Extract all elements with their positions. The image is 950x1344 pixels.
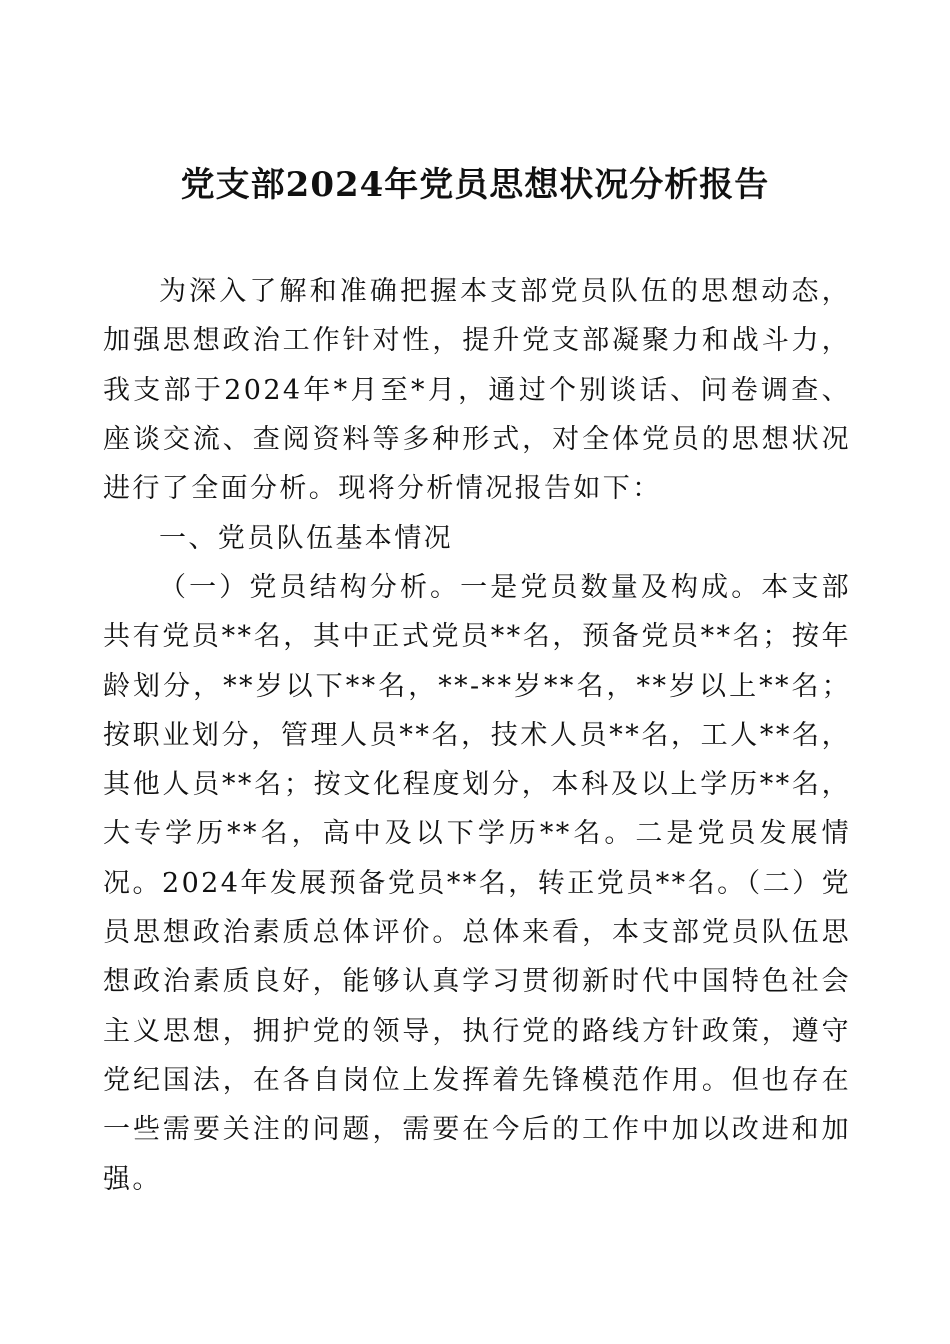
document-title: 党支部2024年党员思想状况分析报告: [180, 165, 770, 205]
section-heading-1: 一、党员队伍基本情况: [159, 523, 453, 554]
section-1-paragraph: （一）党员结构分析。一是党员数量及构成。本支部共有党员**名，其中正式党员**名，预备党员**名；按年龄划分，**岁以下**名，**-**岁**名，**岁以上**名；按职业划分，管理人员**名，技术人员**名，工人**名，其他人员**名；按文化程度划分，本科及以上学历**名，大专学历**名，高中及以下学历**名。二是党员发展情况。2024年发展预备党员**名，转正党员**名。（二）党员思想政治素质总体评价。总体来看，本支部党员队伍思想政治素质良好，能够认真学习贯彻新时代中国特色社会主义思想，拥护党的领导，执行党的路线方针政策，遵守党纪国法，在各自岗位上发挥着先锋模范作用。但也存在一些需要关注的问题，需要在今后的工作中加以改进和加强。: [103, 572, 851, 1195]
intro-paragraph: 为深入了解和准确把握本支部党员队伍的思想动态，加强思想政治工作针对性，提升党支部凝聚力和战斗力，我支部于2024年*月至*月，通过个别谈话、问卷调查、座谈交流、查阅资料等多种形式，对全体党员的思想状况进行了全面分析。现将分析情况报告如下：: [103, 276, 851, 505]
